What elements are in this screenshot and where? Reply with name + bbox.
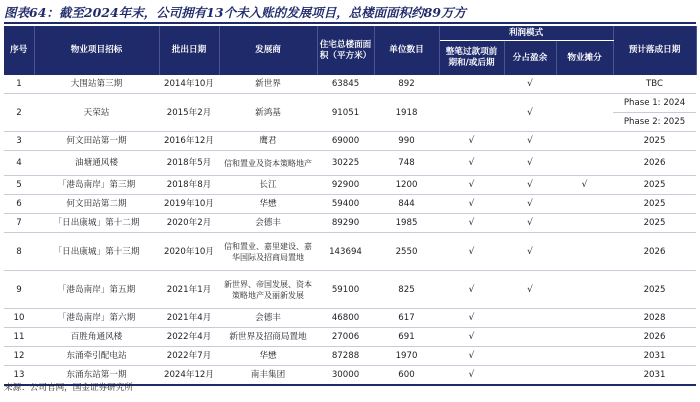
cell-developer: 新世界: [219, 75, 317, 94]
header-units: 单位数目: [374, 26, 439, 75]
cell-developer: 南丰集团: [219, 366, 317, 386]
cell-profit-property: [556, 132, 613, 151]
table-row: [4, 309, 696, 328]
cell-units: 1970: [374, 347, 439, 366]
cell-profit-property: [556, 233, 613, 271]
header-eta: 预计落成日期: [613, 26, 696, 75]
cell-units: 691: [374, 328, 439, 347]
cell-profit-surplus: √: [504, 94, 556, 132]
table-row: [4, 271, 696, 309]
cell-developer: 会德丰: [219, 214, 317, 233]
cell-profit-property: [556, 366, 613, 386]
header-profit-model: 利润模式: [439, 26, 613, 41]
cell-profit-surplus: √: [504, 176, 556, 195]
source-note: 来源：公司官网，国金证券研究所: [4, 383, 133, 393]
cell-area: 92900: [317, 176, 374, 195]
cell-area: 30225: [317, 151, 374, 176]
cell-seq: 5: [4, 176, 34, 195]
cell-profit-property: [556, 309, 613, 328]
table-row: [4, 347, 696, 366]
table-row: [4, 233, 696, 271]
projects-table: [4, 26, 697, 386]
cell-eta: TBC: [613, 75, 696, 94]
cell-developer: 华懋: [219, 347, 317, 366]
table-row: [4, 214, 696, 233]
cell-project: 「港岛南岸」第五期: [34, 271, 159, 309]
cell-profit-surplus: √: [504, 214, 556, 233]
cell-profit-lump-sum: √: [439, 195, 504, 214]
cell-project: 「日出康城」第十三期: [34, 233, 159, 271]
header-profit-surplus: 分占盈余: [504, 41, 556, 76]
cell-seq: 1: [4, 75, 34, 94]
cell-area: 30000: [317, 366, 374, 386]
cell-eta: 2025: [613, 271, 696, 309]
header-seq: 序号: [4, 26, 34, 75]
cell-eta-phase1: Phase 1: 2024: [613, 94, 696, 113]
cell-area: 59100: [317, 271, 374, 309]
cell-developer: 信和置业及资本策略地产: [219, 151, 317, 176]
cell-profit-property: [556, 214, 613, 233]
cell-profit-property: [556, 328, 613, 347]
cell-units: 748: [374, 151, 439, 176]
cell-profit-surplus: √: [504, 75, 556, 94]
cell-seq: 4: [4, 151, 34, 176]
cell-profit-surplus: [504, 328, 556, 347]
cell-developer: 信和置业、嘉里建设、嘉华国际及招商局置地: [219, 233, 317, 271]
cell-eta: 2026: [613, 328, 696, 347]
table-row: [4, 176, 696, 195]
cell-profit-lump-sum: √: [439, 347, 504, 366]
cell-area: 143694: [317, 233, 374, 271]
cell-eta: 2026: [613, 233, 696, 271]
cell-eta: 2031: [613, 347, 696, 366]
cell-area: 91051: [317, 94, 374, 132]
cell-profit-lump-sum: √: [439, 328, 504, 347]
cell-developer: 会德丰: [219, 309, 317, 328]
cell-units: 825: [374, 271, 439, 309]
cell-seq: 9: [4, 271, 34, 309]
cell-developer: 新鸿基: [219, 94, 317, 132]
cell-eta: 2025: [613, 176, 696, 195]
cell-seq: 6: [4, 195, 34, 214]
cell-profit-surplus: √: [504, 233, 556, 271]
cell-area: 59400: [317, 195, 374, 214]
cell-eta-phase2: Phase 2: 2025: [613, 113, 696, 132]
cell-profit-lump-sum: [439, 75, 504, 94]
cell-profit-property: [556, 271, 613, 309]
cell-profit-lump-sum: √: [439, 309, 504, 328]
cell-project: 大围站第三期: [34, 75, 159, 94]
cell-project: 天荣站: [34, 94, 159, 132]
cell-seq: 2: [4, 94, 34, 132]
cell-units: 1985: [374, 214, 439, 233]
cell-project: 何文田站第一期: [34, 132, 159, 151]
cell-seq: 13: [4, 366, 34, 386]
header-developer: 发展商: [219, 26, 317, 75]
table-row: [4, 151, 696, 176]
header-project: 物业项目招标: [34, 26, 159, 75]
cell-profit-surplus: √: [504, 195, 556, 214]
cell-units: 617: [374, 309, 439, 328]
cell-project: 「港岛南岸」第六期: [34, 309, 159, 328]
cell-area: 87288: [317, 347, 374, 366]
cell-area: 69000: [317, 132, 374, 151]
cell-profit-lump-sum: √: [439, 366, 504, 386]
cell-profit-property: [556, 75, 613, 94]
cell-developer: 华懋: [219, 195, 317, 214]
cell-units: 2550: [374, 233, 439, 271]
cell-profit-lump-sum: √: [439, 214, 504, 233]
cell-project: 东涌牵引配电站: [34, 347, 159, 366]
cell-seq: 8: [4, 233, 34, 271]
cell-profit-property: √: [556, 176, 613, 195]
cell-date: 2022年4月: [159, 328, 219, 347]
cell-profit-surplus: √: [504, 271, 556, 309]
cell-eta: 2031: [613, 366, 696, 386]
title-divider: [4, 22, 696, 24]
cell-seq: 3: [4, 132, 34, 151]
header-date: 批出日期: [159, 26, 219, 75]
cell-developer: 新世界、帝国发展、资本策略地产及丽新发展: [219, 271, 317, 309]
cell-date: 2024年12月: [159, 366, 219, 386]
cell-date: 2018年5月: [159, 151, 219, 176]
cell-date: 2022年7月: [159, 347, 219, 366]
cell-area: 27006: [317, 328, 374, 347]
cell-date: 2019年10月: [159, 195, 219, 214]
cell-eta: 2025: [613, 214, 696, 233]
cell-date: 2015年2月: [159, 94, 219, 132]
cell-profit-lump-sum: √: [439, 176, 504, 195]
cell-date: 2020年10月: [159, 233, 219, 271]
cell-project: 油塘通风楼: [34, 151, 159, 176]
cell-date: 2021年1月: [159, 271, 219, 309]
cell-project: 何文田站第二期: [34, 195, 159, 214]
table-row: [4, 195, 696, 214]
header-area: 住宅总楼面面积（平方米）: [317, 26, 374, 75]
cell-profit-property: [556, 347, 613, 366]
cell-area: 89290: [317, 214, 374, 233]
cell-profit-surplus: [504, 309, 556, 328]
cell-units: 844: [374, 195, 439, 214]
cell-units: 1918: [374, 94, 439, 132]
cell-units: 892: [374, 75, 439, 94]
cell-profit-surplus: √: [504, 151, 556, 176]
cell-date: 2018年8月: [159, 176, 219, 195]
cell-profit-lump-sum: √: [439, 271, 504, 309]
cell-date: 2014年10月: [159, 75, 219, 94]
cell-profit-lump-sum: √: [439, 233, 504, 271]
cell-profit-surplus: [504, 347, 556, 366]
cell-eta: 2026: [613, 151, 696, 176]
cell-seq: 12: [4, 347, 34, 366]
cell-seq: 10: [4, 309, 34, 328]
cell-project: 百胜角通风楼: [34, 328, 159, 347]
cell-developer: 长江: [219, 176, 317, 195]
cell-project: 「日出康城」第十二期: [34, 214, 159, 233]
cell-profit-lump-sum: √: [439, 151, 504, 176]
cell-eta: 2028: [613, 309, 696, 328]
header-profit-property: 物业摊分: [556, 41, 613, 76]
table-row: [4, 75, 696, 94]
header-profit-lump-sum: 整笔过款项前期和/或后期: [439, 41, 504, 76]
cell-developer: 鹰君: [219, 132, 317, 151]
cell-profit-property: [556, 151, 613, 176]
cell-profit-lump-sum: √: [439, 132, 504, 151]
table-row: [4, 132, 696, 151]
cell-date: 2016年12月: [159, 132, 219, 151]
cell-eta: 2025: [613, 132, 696, 151]
table-row: [4, 328, 696, 347]
cell-area: 63845: [317, 75, 374, 94]
cell-project: 「港岛南岸」第三期: [34, 176, 159, 195]
cell-units: 1200: [374, 176, 439, 195]
cell-units: 990: [374, 132, 439, 151]
cell-area: 46800: [317, 309, 374, 328]
figure-title: 图表64：截至2024年末，公司拥有13个未入账的发展项目，总楼面面积约89万方: [4, 5, 466, 20]
cell-project: 东涌东站第一期: [34, 366, 159, 386]
cell-profit-lump-sum: [439, 94, 504, 132]
cell-eta: 2025: [613, 195, 696, 214]
cell-units: 600: [374, 366, 439, 386]
cell-developer: 新世界及招商局置地: [219, 328, 317, 347]
table-row: [4, 94, 696, 113]
cell-date: 2021年4月: [159, 309, 219, 328]
cell-profit-surplus: [504, 366, 556, 386]
cell-profit-surplus: √: [504, 132, 556, 151]
cell-seq: 7: [4, 214, 34, 233]
cell-profit-property: [556, 195, 613, 214]
cell-date: 2020年2月: [159, 214, 219, 233]
cell-seq: 11: [4, 328, 34, 347]
cell-profit-property: [556, 94, 613, 132]
